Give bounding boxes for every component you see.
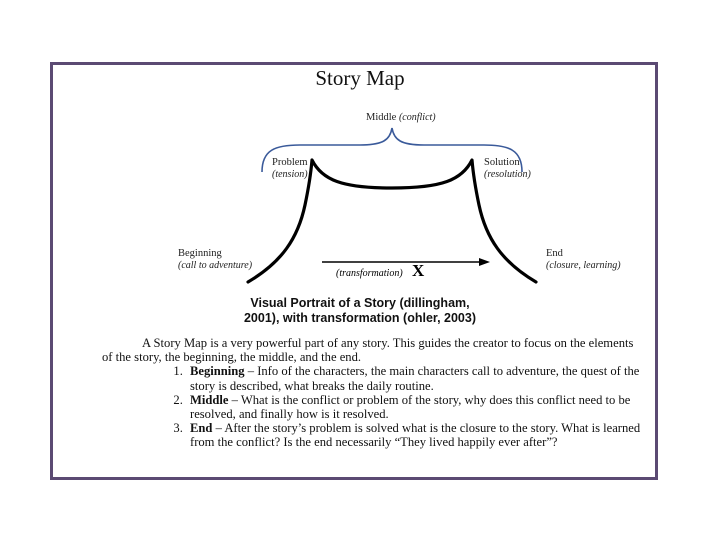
transformation-x-mark: X	[412, 261, 425, 280]
label-solution-sub: (resolution)	[484, 169, 531, 180]
label-beginning-text: Beginning	[178, 248, 222, 259]
term-middle: Middle	[190, 392, 229, 407]
desc-end: – After the story’s problem is solved what is the closure to the story. What is learned from the conflict? Is the end necessarily “They lived happily ever after”?	[190, 421, 641, 450]
transformation-arrowhead	[479, 258, 490, 266]
label-end	[546, 248, 621, 272]
label-middle-text: Middle	[366, 112, 397, 123]
desc-middle: – What is the conflict or problem of the story, why does this conflict need to be resolved, and finally how is it resolved.	[190, 392, 631, 422]
term-beginning: Beginning	[190, 364, 245, 379]
label-problem-text: Problem	[272, 157, 308, 168]
label-transformation: (transformation)	[336, 268, 403, 279]
term-end: End	[190, 421, 213, 436]
label-middle-sub: (conflict)	[398, 112, 436, 123]
label-beginning-sub: (call to adventure)	[178, 260, 253, 271]
page-title: Story Map	[315, 66, 405, 90]
label-end-text: End	[546, 248, 563, 259]
caption-line-2: 2001), with transformation (ohler, 2003)	[243, 311, 476, 325]
desc-beginning: – Info of the characters, the main characters call to adventure, the quest of the story is described, what breaks the daily routine.	[190, 364, 640, 393]
caption-line-1: Visual Portrait of a Story (dillingham,	[250, 296, 470, 310]
intro-paragraph: A Story Map is a very powerful part of any story. This guides the creator to focus on the elements of the story, the beginning, the middle, and the end.	[102, 336, 634, 365]
label-problem-sub: (tension)	[272, 169, 308, 180]
label-middle	[366, 112, 436, 124]
list-item-beginning	[186, 364, 642, 392]
list-item-end	[186, 421, 642, 449]
label-beginning	[178, 248, 252, 272]
label-solution	[484, 157, 531, 181]
label-solution-text: Solution	[484, 157, 520, 168]
story-map-description	[102, 336, 642, 450]
label-end-sub: (closure, learning)	[546, 260, 621, 271]
diagram-caption	[0, 296, 720, 326]
story-elements-list	[102, 364, 642, 449]
list-item-middle	[186, 393, 642, 421]
label-problem	[272, 157, 308, 181]
